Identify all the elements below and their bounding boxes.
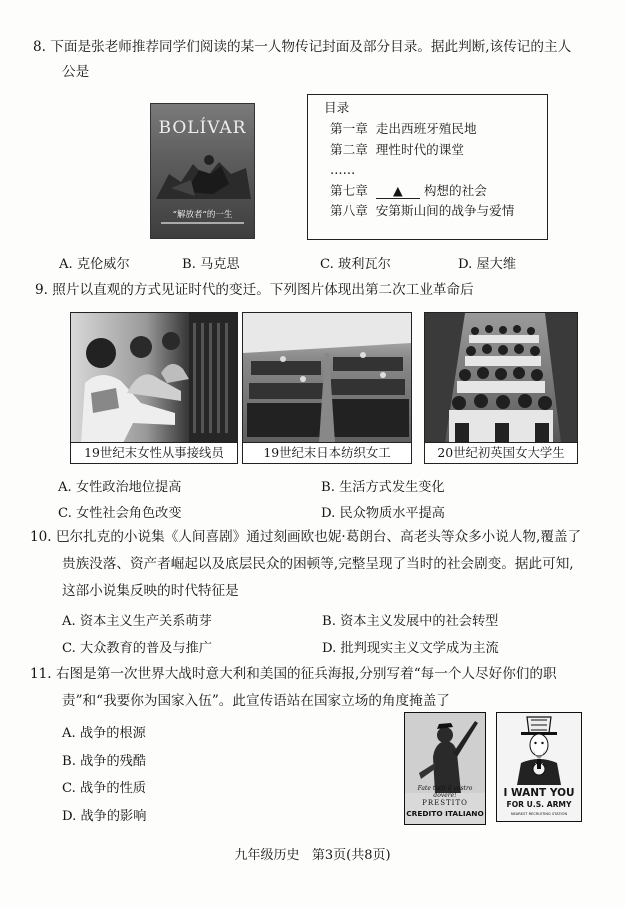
q10-option-d[interactable]: D. 批判现实主义文学成为主流 <box>322 641 499 656</box>
q8-option-d[interactable]: D. 屋大维 <box>458 257 517 272</box>
q9-option-b[interactable]: B. 生活方式发生变化 <box>321 480 445 495</box>
q11-option-a[interactable]: A. 战争的根源 <box>62 726 146 741</box>
q9-option-a[interactable]: A. 女性政治地位提高 <box>58 480 182 495</box>
toc-row-2: 第二章 理性时代的课堂 <box>330 141 464 157</box>
q11-option-d[interactable]: D. 战争的影响 <box>62 809 147 824</box>
photo-textile-workers <box>242 312 412 464</box>
toc-heading: 目录 <box>324 100 350 115</box>
q10-option-c[interactable]: C. 大众教育的普及与推广 <box>62 641 212 656</box>
q11-stem-line1: 11. 右图是第一次世界大战时意大利和美国的征兵海报,分别写着“每一个人尽好你们的职 <box>30 666 557 682</box>
book-cover-image <box>150 103 255 239</box>
poster-italy <box>404 712 486 825</box>
q11-option-c[interactable]: C. 战争的性质 <box>62 781 146 796</box>
poster-italy-script: Fate tutti il vostro dovere! <box>417 785 473 799</box>
q8-option-c[interactable]: C. 玻利瓦尔 <box>320 257 391 272</box>
poster-us-line2: FOR U.S. ARMY <box>506 800 572 809</box>
q10-stem-line2: 贵族没落、资产者崛起以及底层民众的困顿等,完整呈现了当时的社会剧变。据此可知, <box>62 556 574 572</box>
book-cover-subtitle: “解放者”的一生 <box>172 210 233 220</box>
toc-row-8: 第八章 安第斯山间的战争与爱情 <box>330 203 515 219</box>
q9-option-c[interactable]: C. 女性社会角色改变 <box>58 506 182 521</box>
horseman-illustration <box>151 144 254 204</box>
book-cover-title: BOLÍVAR <box>158 118 247 138</box>
poster-italy-line1: PRESTITO <box>422 799 468 807</box>
page-footer: 九年级历史 第3页(共8页) <box>234 848 391 863</box>
q10-stem-line3: 这部小说集反映的时代特征是 <box>62 583 239 599</box>
q10-option-b[interactable]: B. 资本主义发展中的社会转型 <box>322 614 499 629</box>
q9-stem: 9. 照片以直观的方式见证时代的变迁。下列图片体现出第二次工业革命后 <box>35 282 474 298</box>
photo-telephone-operators <box>70 312 238 464</box>
caption-photo-2: 19世纪末日本纺织女工 <box>242 442 412 464</box>
toc-row-7: 第七章 ▲ 构想的社会 <box>330 182 487 198</box>
q11-stem-line2: 责”和“我要你为国家入伍”。此宣传语站在国家立场的角度掩盖了 <box>62 693 450 709</box>
q8-option-b[interactable]: B. 马克思 <box>182 257 240 272</box>
poster-us <box>496 712 582 822</box>
caption-photo-3: 20世纪初英国女大学生 <box>424 442 578 464</box>
students-illustration <box>425 313 577 443</box>
q10-stem-line1: 10. 巴尔扎克的小说集《人间喜剧》通过刻画欧也妮·葛朗台、高老头等众多小说人物,覆盖了 <box>30 529 582 545</box>
cover-text-line <box>161 222 244 224</box>
q8-stem-line1: 8. 下面是张老师推荐同学们阅读的某一人物传记封面及部分目录。据此判断,该传记的主人 <box>33 39 572 55</box>
toc-row-ellipsis: …… <box>330 162 356 178</box>
q8-stem-line2: 公是 <box>62 64 90 80</box>
textile-illustration <box>243 313 411 443</box>
q9-option-d[interactable]: D. 民众物质水平提高 <box>321 506 445 521</box>
q11-option-b[interactable]: B. 战争的残酷 <box>62 754 147 769</box>
operators-illustration <box>71 313 237 443</box>
uncle-sam-illustration <box>497 713 581 785</box>
poster-us-line1: I WANT YOU <box>503 787 575 799</box>
caption-photo-1: 19世纪末女性从事接线员 <box>70 442 238 464</box>
photo-female-students <box>424 312 578 464</box>
poster-us-line3: NEAREST RECRUITING STATION <box>510 812 568 816</box>
soldier-illustration <box>405 713 485 793</box>
toc-blank: ▲ <box>376 184 420 199</box>
poster-italy-line2: CREDITO ITALIANO <box>406 809 484 818</box>
q8-option-a[interactable]: A. 克伦威尔 <box>59 257 130 272</box>
toc-row-1: 第一章 走出西班牙殖民地 <box>330 121 477 136</box>
q10-option-a[interactable]: A. 资本主义生产关系萌芽 <box>62 614 212 629</box>
toc-box <box>307 94 548 240</box>
